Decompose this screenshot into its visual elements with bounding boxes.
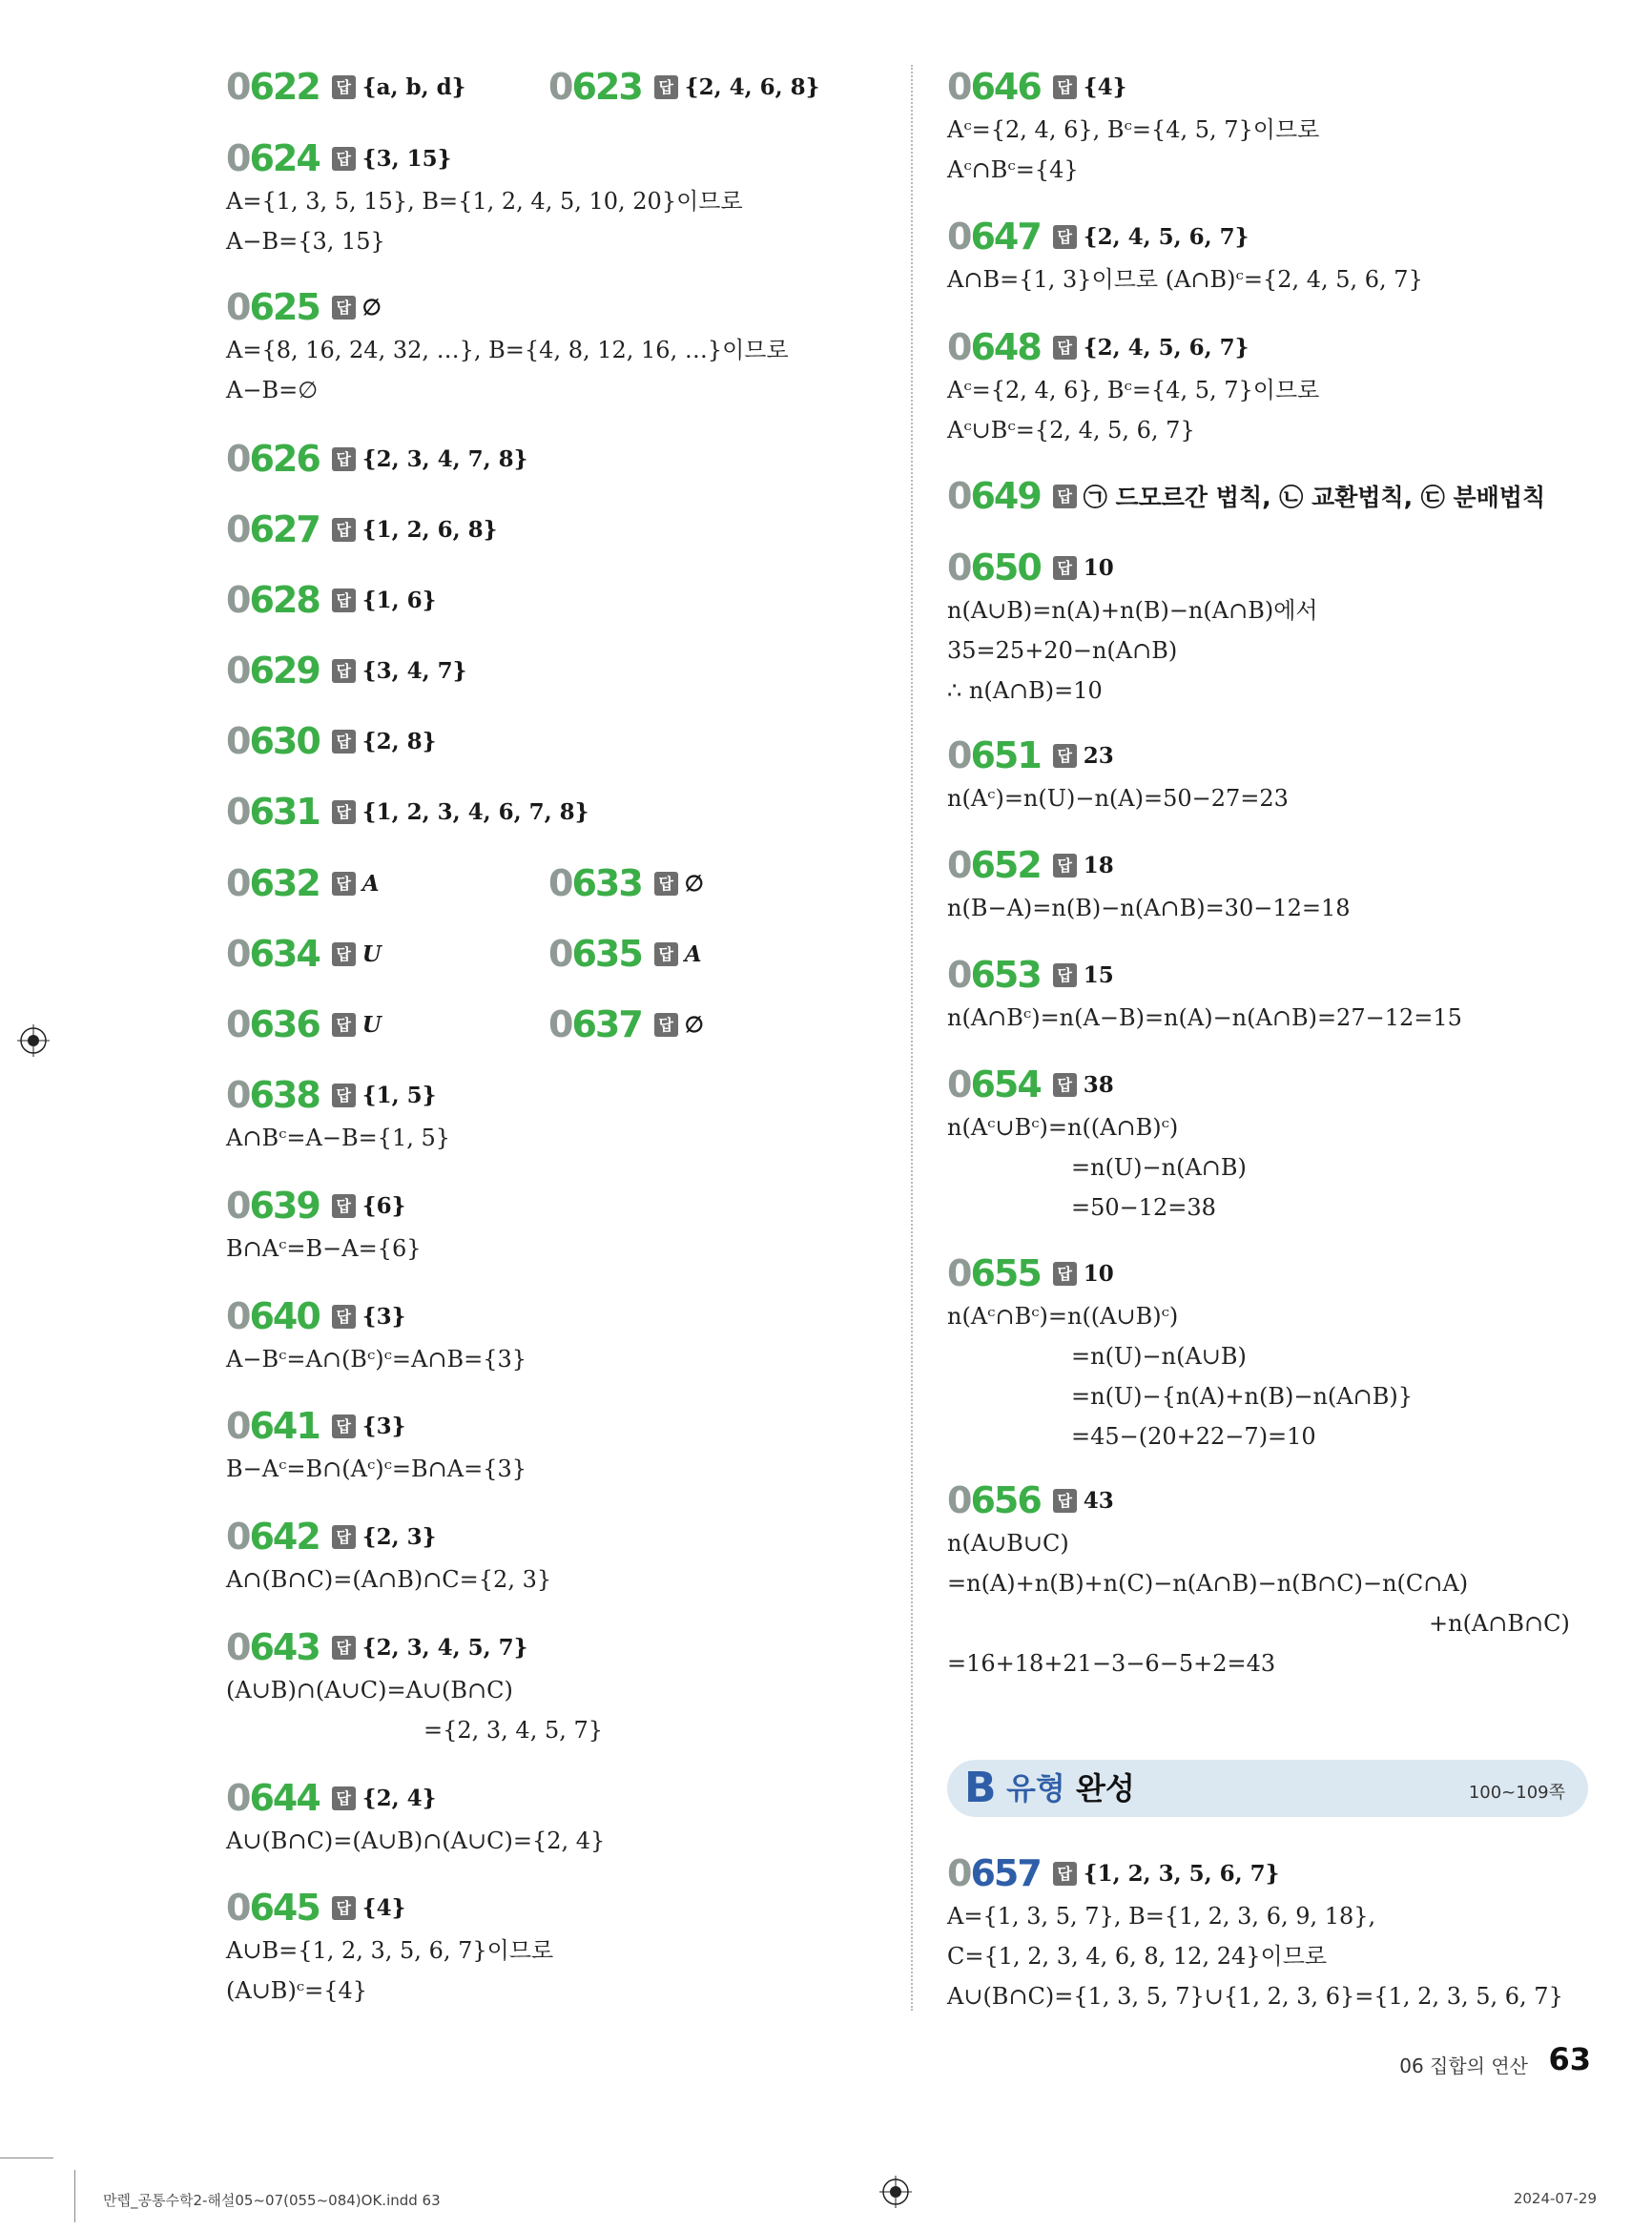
answer-badge: 답 [332, 1305, 356, 1329]
answer: {4} [1083, 73, 1127, 100]
problem-0653 [947, 952, 1462, 1038]
answer-badge: 답 [332, 1786, 356, 1810]
solution-line: A−B=∅ [226, 377, 319, 403]
problem-number: 0641 [226, 1405, 320, 1447]
problem-number: 0654 [947, 1063, 1041, 1105]
answer-badge: 답 [332, 730, 356, 754]
problem-0650 [947, 545, 1318, 711]
problem-number: 0642 [226, 1516, 320, 1558]
problem-0623 [548, 64, 819, 110]
answer: 18 [1083, 852, 1114, 878]
problem-number: 0655 [947, 1252, 1041, 1294]
problem-number: 0640 [226, 1295, 320, 1337]
section-b-icon: B [964, 1764, 997, 1812]
answer: 43 [1083, 1487, 1114, 1514]
problem-0645 [226, 1885, 553, 2011]
answer-badge: 답 [654, 75, 678, 99]
section-title: 유형 완성 [1006, 1770, 1135, 1807]
problem-number: 0639 [226, 1185, 320, 1227]
crop-mark [74, 2170, 75, 2222]
answer: {3, 4, 7} [361, 657, 467, 684]
answer: 38 [1083, 1071, 1114, 1098]
problem-0634 [226, 931, 382, 977]
problem-0635 [548, 931, 702, 977]
solution-line: 35=25+20−n(A∩B) [947, 637, 1178, 664]
solution-line: A={1, 3, 5, 7}, B={1, 2, 3, 6, 9, 18}, [947, 1903, 1376, 1930]
solution-line: A∪(B∩C)={1, 3, 5, 7}∪{1, 2, 3, 6}={1, 2, 3, 5, 6, 7} [947, 1983, 1563, 2010]
problem-0640 [226, 1293, 527, 1379]
answer-badge: 답 [1053, 336, 1077, 360]
problem-0649 [947, 473, 1545, 519]
solution-line: n(Aᶜ∪Bᶜ)=n((A∩B)ᶜ) [947, 1114, 1179, 1141]
problem-0638 [226, 1072, 450, 1158]
answer-badge: 답 [332, 1636, 356, 1660]
problem-0633 [548, 860, 704, 906]
answer-badge: 답 [332, 296, 356, 320]
problem-0625 [226, 284, 789, 410]
problem-0656 [947, 1477, 1570, 1683]
problem-0651 [947, 733, 1289, 818]
problem-0622 [226, 64, 465, 110]
problem-number: 0635 [548, 933, 642, 975]
answer-badge: 답 [332, 588, 356, 612]
answer: {2, 4, 5, 6, 7} [1083, 334, 1249, 361]
solution-line: (A∪B)∩(A∪C)=A∪(B∩C) [226, 1677, 513, 1703]
problem-number: 0656 [947, 1479, 1041, 1521]
solution-line: =n(U)−n(A∩B) [1071, 1154, 1247, 1181]
problem-number: 0629 [226, 650, 320, 692]
solution-line: (A∪B)ᶜ={4} [226, 1977, 368, 2004]
problem-0628 [226, 577, 436, 623]
answer: {2, 3, 4, 7, 8} [361, 445, 528, 472]
problem-0624 [226, 135, 743, 261]
problem-number: 0627 [226, 508, 320, 550]
problem-number: 0632 [226, 862, 320, 904]
problem-0637 [548, 1001, 704, 1047]
problem-number: 0647 [947, 216, 1041, 258]
solution-line: A∪(B∩C)=(A∪B)∩(A∪C)={2, 4} [226, 1827, 606, 1854]
answer: 10 [1083, 1260, 1114, 1287]
answer-badge: 답 [332, 1084, 356, 1107]
answer: {2, 8} [361, 728, 437, 754]
answer-badge: 답 [332, 447, 356, 471]
section-banner [947, 1760, 1588, 1817]
problem-number: 0634 [226, 933, 320, 975]
answer: ∅ [684, 1011, 704, 1038]
solution-line: Aᶜ∪Bᶜ={2, 4, 5, 6, 7} [947, 417, 1195, 444]
solution-line: =45−(20+22−7)=10 [1071, 1423, 1316, 1450]
print-date: 2024-07-29 [1513, 2190, 1597, 2207]
problem-0652 [947, 842, 1351, 928]
solution-line: C={1, 2, 3, 4, 6, 8, 12, 24}이므로 [947, 1943, 1328, 1970]
answer-badge: 답 [1053, 556, 1077, 580]
solution-line: =n(U)−n(A∪B) [1071, 1343, 1247, 1370]
solution-line: n(A∪B∪C) [947, 1530, 1069, 1557]
answer: {2, 4, 5, 6, 7} [1083, 223, 1249, 250]
problem-0644 [226, 1775, 605, 1861]
answer-badge: 답 [1053, 75, 1077, 99]
answer-badge: 답 [654, 1013, 678, 1037]
problem-number: 0638 [226, 1074, 320, 1116]
answer-badge: 답 [332, 1896, 356, 1920]
answer: {2, 4, 6, 8} [684, 73, 820, 100]
problem-number: 0630 [226, 720, 320, 762]
answer-badge: 답 [332, 147, 356, 171]
problem-number: 0650 [947, 547, 1041, 588]
problem-0627 [226, 506, 497, 552]
answer: ∅ [684, 870, 704, 897]
registration-mark-icon [17, 1024, 50, 1057]
problem-0654 [947, 1062, 1247, 1228]
answer: U [361, 1011, 382, 1038]
problem-0639 [226, 1183, 422, 1269]
column-divider [911, 65, 913, 2011]
chapter-label: 06 집합의 연산 [1399, 2054, 1528, 2077]
problem-number: 0628 [226, 579, 320, 621]
problem-0641 [226, 1403, 527, 1489]
problem-0636 [226, 1001, 382, 1047]
answer-badge: 답 [1053, 854, 1077, 878]
problem-number: 0643 [226, 1626, 320, 1668]
solution-line: A∪B={1, 2, 3, 5, 6, 7}이므로 [226, 1937, 554, 1964]
page-number: 63 [1548, 2041, 1591, 2077]
section-pages: 100~109쪽 [1468, 1783, 1565, 1803]
problem-number: 0645 [226, 1887, 320, 1929]
problem-number: 0649 [947, 475, 1041, 517]
solution-line: =50−12=38 [1071, 1194, 1216, 1221]
solution-line: n(Aᶜ∩Bᶜ)=n((A∪B)ᶜ) [947, 1303, 1179, 1330]
solution-line: =n(U)−{n(A)+n(B)−n(A∩B)} [1071, 1383, 1413, 1410]
solution-line: B−Aᶜ=B∩(Aᶜ)ᶜ=B∩A={3} [226, 1456, 527, 1482]
answer: 23 [1083, 742, 1114, 769]
answer-badge: 답 [332, 1414, 356, 1438]
solution-line: A−Bᶜ=A∩(Bᶜ)ᶜ=A∩B={3} [226, 1346, 527, 1373]
answer: {2, 4} [361, 1785, 437, 1811]
problem-number: 0652 [947, 844, 1041, 886]
problem-number: 0626 [226, 438, 320, 480]
solution-line: A={8, 16, 24, 32, …}, B={4, 8, 12, 16, …}이므로 [226, 337, 789, 363]
problem-number: 0657 [947, 1852, 1041, 1894]
answer-badge: 답 [332, 1194, 356, 1218]
solution-line: =n(A)+n(B)+n(C)−n(A∩B)−n(B∩C)−n(C∩A) [947, 1570, 1469, 1597]
answer: {a, b, d} [361, 73, 466, 100]
answer: {3} [361, 1413, 406, 1439]
problem-number: 0622 [226, 66, 320, 108]
problem-0643 [226, 1624, 603, 1750]
answer: {2, 3} [361, 1523, 437, 1550]
solution-line: A∩Bᶜ=A−B={1, 5} [226, 1125, 451, 1151]
answer-badge: 답 [1053, 963, 1077, 987]
problem-number: 0637 [548, 1003, 642, 1045]
problem-0626 [226, 436, 527, 482]
answer: {1, 6} [361, 587, 437, 613]
problem-number: 0651 [947, 734, 1041, 776]
answer-badge: 답 [332, 1013, 356, 1037]
problem-0632 [226, 860, 380, 906]
problem-number: 0646 [947, 66, 1041, 108]
problem-number: 0653 [947, 954, 1041, 996]
solution-line: +n(A∩B∩C) [1429, 1610, 1570, 1637]
answer-badge: 답 [1053, 1862, 1077, 1886]
solution-line: A∩B={1, 3}이므로 (A∩B)ᶜ={2, 4, 5, 6, 7} [947, 266, 1423, 293]
answer: {6} [361, 1192, 406, 1219]
problem-number: 0623 [548, 66, 642, 108]
print-file-info: 만렙_공통수학2-해설05~07(055~084)OK.indd 63 [103, 2192, 441, 2209]
answer-badge: 답 [1053, 485, 1077, 508]
solution-line: n(B−A)=n(B)−n(A∩B)=30−12=18 [947, 895, 1351, 921]
solution-line: B∩Aᶜ=B−A={6} [226, 1235, 422, 1262]
answer-badge: 답 [1053, 744, 1077, 768]
answer: ∅ [361, 294, 382, 320]
answer-badge: 답 [1053, 225, 1077, 249]
registration-mark-icon [879, 2176, 912, 2208]
answer-badge: 답 [654, 872, 678, 896]
problem-0646 [947, 64, 1319, 190]
answer-badge: 답 [332, 942, 356, 966]
solution-line: n(A∩Bᶜ)=n(A−B)=n(A)−n(A∩B)=27−12=15 [947, 1004, 1462, 1031]
problem-number: 0648 [947, 326, 1041, 368]
solution-line: A={1, 3, 5, 15}, B={1, 2, 4, 5, 10, 20}이므로 [226, 188, 743, 215]
problem-0630 [226, 718, 436, 764]
solution-line: Aᶜ={2, 4, 6}, Bᶜ={4, 5, 7}이므로 [947, 116, 1320, 143]
answer-badge: 답 [1053, 1262, 1077, 1286]
answer: {3} [361, 1303, 406, 1330]
problem-number: 0631 [226, 791, 320, 833]
solution-line: n(Aᶜ)=n(U)−n(A)=50−27=23 [947, 785, 1289, 812]
solution-line: ={2, 3, 4, 5, 7} [423, 1717, 604, 1744]
solution-line: A∩(B∩C)=(A∩B)∩C={2, 3} [226, 1566, 552, 1593]
answer: {1, 5} [361, 1082, 437, 1108]
problem-number: 0636 [226, 1003, 320, 1045]
answer: {2, 3, 4, 5, 7} [361, 1634, 528, 1661]
answer: A [361, 870, 380, 897]
answer: {1, 2, 6, 8} [361, 516, 498, 543]
problem-number: 0644 [226, 1777, 320, 1819]
answer-badge: 답 [654, 942, 678, 966]
problem-0631 [226, 789, 589, 835]
answer: ㉠ 드모르간 법칙, ㉡ 교환법칙, ㉢ 분배법칙 [1083, 484, 1546, 511]
answer: U [361, 940, 382, 967]
answer: 10 [1083, 554, 1114, 581]
answer-badge: 답 [1053, 1489, 1077, 1513]
answer-badge: 답 [332, 1525, 356, 1549]
problem-number: 0633 [548, 862, 642, 904]
answer-badge: 답 [332, 518, 356, 542]
problem-number: 0624 [226, 137, 320, 179]
answer-badge: 답 [332, 800, 356, 824]
answer: A [684, 940, 702, 967]
answer: {4} [361, 1894, 406, 1921]
answer-badge: 답 [332, 872, 356, 896]
solution-line: Aᶜ={2, 4, 6}, Bᶜ={4, 5, 7}이므로 [947, 377, 1320, 403]
answer: {3, 15} [361, 145, 452, 172]
problem-0629 [226, 648, 466, 693]
answer-badge: 답 [332, 75, 356, 99]
solution-line: A−B={3, 15} [226, 228, 385, 255]
solution-line: =16+18+21−3−6−5+2=43 [947, 1650, 1276, 1677]
answer-badge: 답 [1053, 1073, 1077, 1097]
problem-number: 0625 [226, 286, 320, 328]
problem-0655 [947, 1250, 1413, 1456]
answer: 15 [1083, 961, 1114, 988]
answer: {1, 2, 3, 5, 6, 7} [1083, 1860, 1280, 1887]
problem-0642 [226, 1514, 551, 1600]
answer-badge: 답 [332, 659, 356, 683]
solution-line: n(A∪B)=n(A)+n(B)−n(A∩B)에서 [947, 597, 1318, 624]
answer: {1, 2, 3, 4, 6, 7, 8} [361, 798, 589, 825]
problem-0657 [947, 1850, 1563, 2016]
solution-line: ∴ n(A∩B)=10 [947, 677, 1103, 704]
solution-line: Aᶜ∩Bᶜ={4} [947, 156, 1079, 183]
problem-0648 [947, 324, 1319, 450]
problem-0647 [947, 214, 1423, 299]
